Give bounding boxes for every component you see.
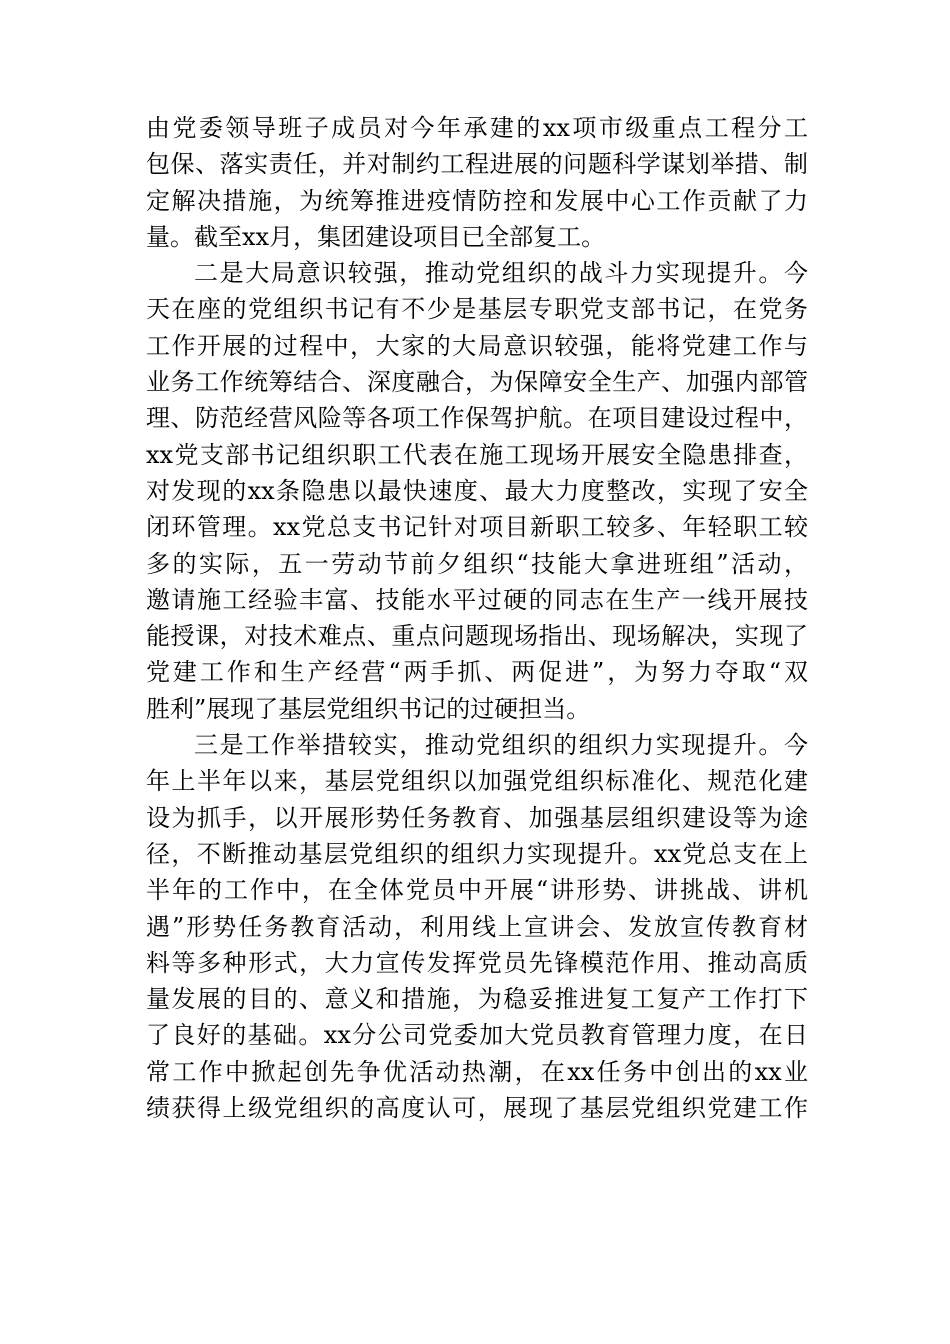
text-line: 闭环管理。xx党总支书记针对项目新职工较多、年轻职工较 [146,513,808,542]
text-line: 胜利”展现了基层党组织书记的过硬担当。 [146,694,591,723]
text-line: 遇”形势任务教育活动，利用线上宣讲会、发放宣传教育材 [146,912,808,941]
text-line: 对发现的xx条隐患以最快速度、最大力度整改，实现了安全 [146,476,808,505]
document-body [146,110,808,1126]
text-line: 常工作中掀起创先争优活动热潮，在xx任务中创出的xx业 [146,1057,808,1086]
text-line: 量。截至xx月，集团建设项目已全部复工。 [146,222,606,251]
text-line: 业务工作统筹结合、深度融合，为保障安全生产、加强内部管 [146,368,808,397]
text-line: 了良好的基础。xx分公司党委加大党员教育管理力度，在日 [146,1021,808,1050]
text-line: 能授课，对技术难点、重点问题现场指出、现场解决，实现了 [146,622,808,651]
text-line: 径，不断推动基层党组织的组织力实现提升。xx党总支在上 [146,839,808,868]
text-line: 包保、落实责任，并对制约工程进展的问题科学谋划举措、制 [146,150,808,179]
text-line: 天在座的党组织书记有不少是基层专职党支部书记，在党务 [146,295,808,324]
text-line: 设为抓手，以开展形势任务教育、加强基层组织建设等为途 [146,803,808,832]
text-line: 量发展的目的、意义和措施，为稳妥推进复工复产工作打下 [146,985,808,1014]
text-line: 年上半年以来，基层党组织以加强党组织标准化、规范化建 [146,767,808,796]
text-line: 理、防范经营风险等各项工作保驾护航。在项目建设过程中， [146,404,808,433]
text-line: xx党支部书记组织职工代表在施工现场开展安全隐患排查， [146,440,808,469]
text-line: 邀请施工经验丰富、技能水平过硬的同志在生产一线开展技 [146,585,808,614]
text-line: 半年的工作中，在全体党员中开展“讲形势、讲挑战、讲机 [146,876,808,905]
text-line: 定解决措施，为统筹推进疫情防控和发展中心工作贡献了力 [146,186,808,215]
text-line: 党建工作和生产经营“两手抓、两促进”，为努力夺取“双 [146,658,808,687]
text-line: 工作开展的过程中，大家的大局意识较强，能将党建工作与 [146,331,808,360]
text-line: 多的实际，五一劳动节前夕组织“技能大拿进班组”活动， [146,549,808,578]
text-line: 三是工作举措较实，推动党组织的组织力实现提升。今 [194,731,808,760]
text-line: 二是大局意识较强，推动党组织的战斗力实现提升。今 [194,259,808,288]
text-line: 由党委领导班子成员对今年承建的xx项市级重点工程分工 [146,114,808,142]
text-line: 绩获得上级党组织的高度认可，展现了基层党组织党建工作 [146,1094,808,1123]
text-line: 料等多种形式，大力宣传发挥党员先锋模范作用、推动高质 [146,948,808,977]
